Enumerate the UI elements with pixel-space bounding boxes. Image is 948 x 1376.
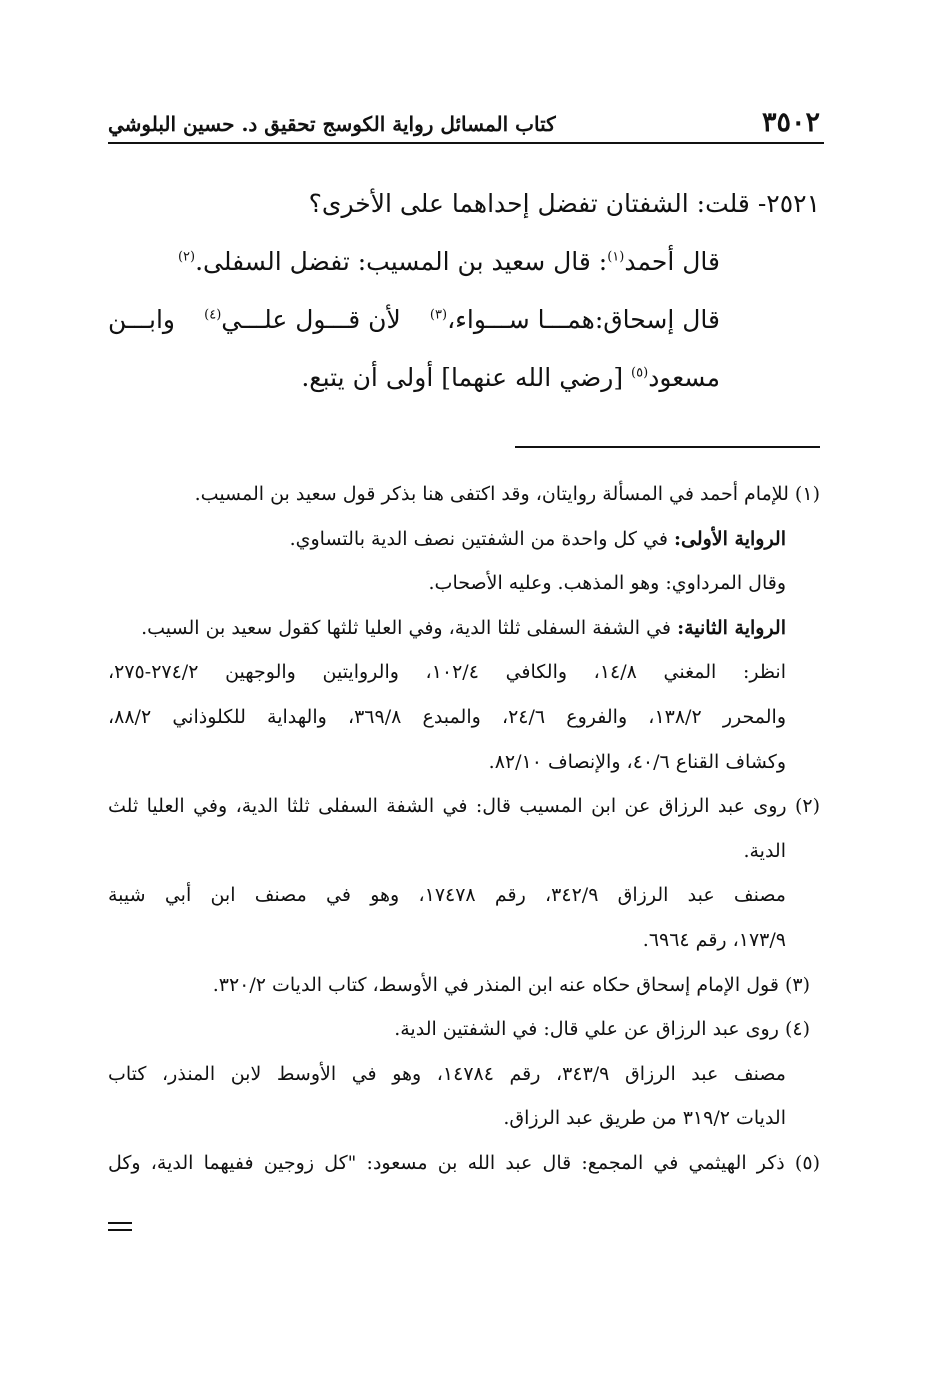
ishaq-text: لأن قـــول علـــي <box>221 305 401 334</box>
question-line <box>108 175 820 233</box>
running-title: كتاب المسائل رواية الكوسج تحقيق د. حسين البلوشي <box>108 112 556 136</box>
ishaq-prefix-group <box>430 291 720 349</box>
ishaq-end: وابـــن <box>108 305 175 334</box>
footnote-2-continuation: الدية. <box>743 839 786 862</box>
footnote-5: (٥) ذكر الهيثمي في المجمع: قال عبد الله بن مسعود: "كل زوجين ففيهما الدية، وكل <box>108 1151 820 1174</box>
ishaq-prefix: قال إسحاق:همـــا ســـواء، <box>447 305 720 334</box>
masud-text: [رضي الله عنهما] أولى أن يتبع. <box>301 363 624 392</box>
issue-number: ٢٥٢١- <box>757 189 820 218</box>
page-header <box>108 100 820 136</box>
continuation-mark-line-2 <box>108 1229 132 1231</box>
footnote-ref-4[interactable]: (٤) <box>204 307 222 323</box>
footnote-ref-3[interactable]: (٣) <box>429 307 448 323</box>
masud-name: مسعود <box>648 363 720 392</box>
ahmad-answer-line <box>108 233 820 291</box>
masud-line <box>108 349 820 407</box>
footnote-1-reference-1: انظر: المغني ١٤/٨، والكافي ١٠٢/٤، والروايتين والوجهين ٢٧٤/٢-٢٧٥، <box>108 661 787 684</box>
page-number: ٣٥٠٢ <box>761 107 820 138</box>
footnote-2-reference-1: مصنف عبد الرزاق ٣٤٢/٩، رقم ١٧٤٧٨، وهو في مصنف ابن أبي شيبة <box>108 884 786 907</box>
footnote-4-reference-2: الديات ٣١٩/٢ من طريق عبد الرزاق. <box>503 1107 786 1130</box>
footnote-1-reference-2: والمحرر ١٣٨/٢، والفروع ٢٤/٦، والمبدع ٣٦٩/٨، والهداية للكلوذاني ٨٨/٢، <box>108 705 786 728</box>
footnote-2: (٢) روى عبد الرزاق عن ابن المسيب قال: في الشفة السفلى ثلثا الدية، وفي العليا ثلث <box>108 795 820 818</box>
footnote-ref-1[interactable]: (١) <box>607 249 625 265</box>
question-text: قلت: الشفتان تفضل إحداهما على الأخرى؟ <box>308 189 750 218</box>
footnote-4-reference-1: مصنف عبد الرزاق ٣٤٣/٩، رقم ١٤٧٨٤، وهو في الأوسط لابن المنذر، كتاب <box>108 1062 786 1085</box>
header-rule <box>108 142 824 144</box>
narration-2-label: الرواية الثانية: <box>677 616 786 639</box>
footnote-1-mardawi: وقال المرداوي: وهو المذهب. وعليه الأصحاب. <box>428 572 786 595</box>
footnote-ref-2[interactable]: (٢) <box>177 249 196 265</box>
narration-1-label: الرواية الأولى: <box>673 527 786 550</box>
ishaq-answer-line <box>108 291 820 349</box>
ishaq-text-group <box>204 291 401 349</box>
narration-1-text: في كل واحدة من الشفتين نصف الدية بالتساوي. <box>289 527 668 550</box>
footnote-3: (٣) قول الإمام إسحاق حكاه عنه ابن المنذر في الأوسط، كتاب الديات ٣٢٠/٢. <box>212 973 810 996</box>
continuation-mark <box>108 1222 132 1232</box>
footnote-2-reference-2: ١٧٣/٩، رقم ٦٩٦٤. <box>642 928 786 951</box>
footnote-ref-5[interactable]: (٥) <box>631 365 649 381</box>
narration-2-text: في الشفة السفلى ثلثا الدية، وفي العليا ثلثها كقول سعيد بن السيب. <box>141 616 672 639</box>
footnote-separator <box>515 446 820 448</box>
main-text <box>108 175 820 407</box>
ahmad-answer: : قال سعيد بن المسيب: تفضل السفلى. <box>195 247 608 276</box>
footnote-1-narration-2 <box>108 606 820 651</box>
footnote-1: (١) للإمام أحمد في المسألة روايتان، وقد اكتفى هنا بذكر قول سعيد بن المسيب. <box>194 483 820 505</box>
footnote-4: (٤) روى عبد الرزاق عن علي قال: في الشفتين الدية. <box>394 1018 810 1041</box>
ahmad-prefix: قال أحمد <box>624 247 720 276</box>
continuation-mark-line-1 <box>108 1222 132 1224</box>
footnotes <box>108 472 820 1186</box>
footnote-1-narration-1 <box>108 517 820 562</box>
footnote-1-reference-3: وكشاف القناع ٤٠/٦، والإنصاف ٨٢/١٠. <box>488 750 786 773</box>
